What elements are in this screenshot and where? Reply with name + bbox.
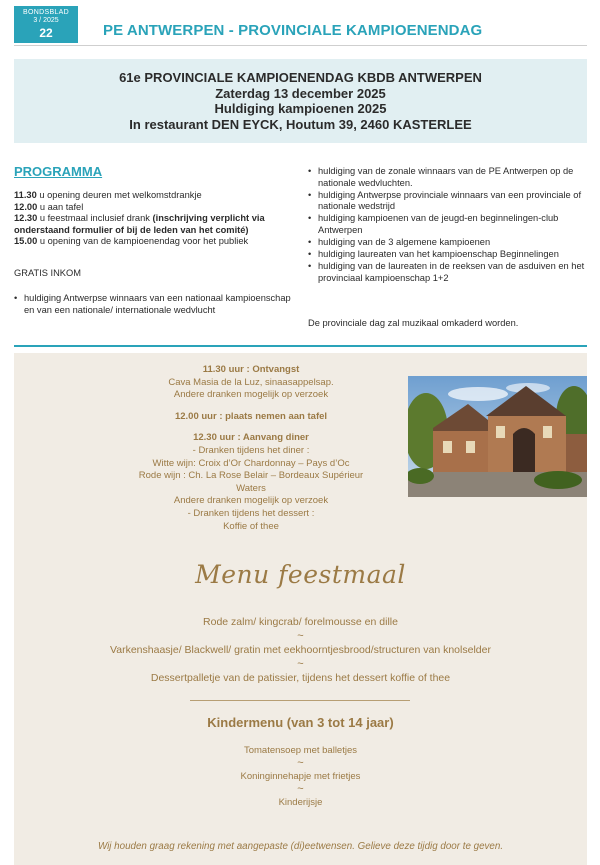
- list-item: • huldiging laureaten van het kampioenschap Beginnelingen: [308, 249, 593, 261]
- schedule-time: 15.00: [14, 236, 38, 247]
- kids-course: Koninginnehapje met frietjes: [240, 771, 361, 782]
- list-item: • huldiging kampioenen van de jeugd-en beginnelingen-club Antwerpen: [308, 213, 593, 236]
- list-item: • huldiging van de laureaten in de reeksen van de asduiven en het provinciaal kampioenschap 1+2: [308, 261, 593, 284]
- kids-divider: [190, 700, 410, 701]
- dinner-line: Andere dranken mogelijk op verzoek: [173, 495, 329, 507]
- dinner-line: Koffie of thee: [223, 520, 279, 532]
- dinner-line: - Dranken tijdens het dessert :: [187, 507, 315, 519]
- banner-line-2: Zaterdag 13 december 2025: [215, 85, 386, 101]
- dinner-line: Witte wijn: Croix d’Or Chardonnay – Pays d’Oc: [152, 457, 350, 469]
- schedule-item: [14, 190, 299, 202]
- course-starter: Rode zalm/ kingcrab/ forelmousse en dille: [203, 616, 398, 628]
- badge-issue: 3 / 2025: [33, 17, 59, 24]
- schedule-item: [14, 213, 299, 236]
- course-dessert: Dessertpalletje van de patissier, tijdens het dessert koffie of thee: [150, 672, 451, 684]
- dinner-line: - Dranken tijdens het diner :: [192, 444, 310, 456]
- dinner-line: Waters: [236, 482, 266, 494]
- schedule-item: [14, 236, 299, 248]
- page-title: PE ANTWERPEN - PROVINCIALE KAMPIOENENDAG: [103, 22, 483, 39]
- schedule-text: u opening deuren met welkomstdrankje: [36, 190, 202, 200]
- list-item: • huldiging van de 3 algemene kampioenen: [308, 237, 593, 249]
- right-bullets: [308, 166, 593, 285]
- schedule-item: [14, 202, 299, 214]
- course-separator: ~: [297, 757, 304, 769]
- course-main: Varkenshaasje/ Blackwell/ gratin met eekhoorntjesbrood/structuren van knolselder: [110, 644, 491, 656]
- banner-line-1: 61e PROVINCIALE KAMPIOENENDAG KBDB ANTWERPEN: [119, 70, 482, 85]
- schedule-time: 12.30: [14, 213, 38, 224]
- dinner-title: 12.30 uur : Aanvang diner: [193, 432, 309, 444]
- badge-page-number: 22: [39, 26, 53, 40]
- dinner-line: Rode wijn : Ch. La Rose Belair – Bordeaux Supérieur: [138, 470, 364, 482]
- seating-title: 12.00 uur : plaats nemen aan tafel: [174, 410, 328, 422]
- section-divider: [14, 345, 587, 347]
- schedule-text: u opening van de kampioenendag voor het publiek: [37, 236, 249, 247]
- course-separator: ~: [297, 783, 304, 795]
- event-banner: [14, 59, 587, 143]
- programma-heading: PROGRAMMA: [14, 164, 103, 179]
- reception-line: Andere dranken mogelijk op verzoek: [173, 389, 329, 401]
- course-separator: ~: [297, 658, 304, 670]
- banner-line-3: Huldiging kampioenen 2025: [214, 101, 387, 116]
- issue-badge: [14, 6, 78, 43]
- kids-course: Kinderijsje: [278, 797, 323, 808]
- schedule-time: 12.00: [14, 201, 38, 212]
- schedule-text: u feestmaal inclusief drank: [37, 213, 153, 224]
- schedule-time: 11.30: [14, 190, 37, 200]
- list-item: • huldiging van de zonale winnaars van de PE Antwerpen op de nationale wedvluchten.: [308, 166, 593, 189]
- restaurant-photo: [408, 376, 587, 497]
- kids-menu-title: Kindermenu (van 3 tot 14 jaar): [207, 715, 394, 730]
- menu-section: [14, 353, 587, 865]
- badge-publication: BONDSBLAD: [23, 9, 69, 16]
- banner-line-4: In restaurant DEN EYCK, Houtum 39, 2460 KASTERLEE: [129, 116, 472, 132]
- music-note: De provinciale dag zal muzikaal omkaderd worden.: [308, 318, 519, 328]
- dietary-note: Wij houden graag rekening met aangepaste (di)eetwensen. Gelieve deze tijdig door te geven.: [97, 841, 504, 852]
- menu-title: Menu feestmaal: [195, 560, 406, 589]
- list-item: • huldiging Antwerpse provinciale winnaars van een provinciale of nationale wedstrijd: [308, 190, 593, 213]
- schedule-text: u aan tafel: [37, 201, 84, 212]
- reception-line: Cava Masia de la Luz, sinaasappelsap.: [168, 376, 334, 388]
- schedule-registration-note: (inschrijving verplicht via onderstaand formulier of bij de leden van het comité): [14, 213, 265, 235]
- reception-title: 11.30 uur : Ontvangst: [202, 364, 300, 375]
- list-item: • huldiging Antwerpse winnaars van een nationaal kampioenschap en van een nationale/ internationale wedvlucht: [14, 293, 299, 316]
- kids-course: Tomatensoep met balletjes: [243, 745, 357, 756]
- free-entry-label: GRATIS INKOM: [14, 268, 81, 278]
- header-divider: [14, 45, 587, 46]
- left-bullets: [14, 293, 299, 317]
- course-separator: ~: [297, 630, 304, 642]
- restaurant-building-image: [408, 376, 587, 497]
- programma-schedule: [14, 190, 299, 248]
